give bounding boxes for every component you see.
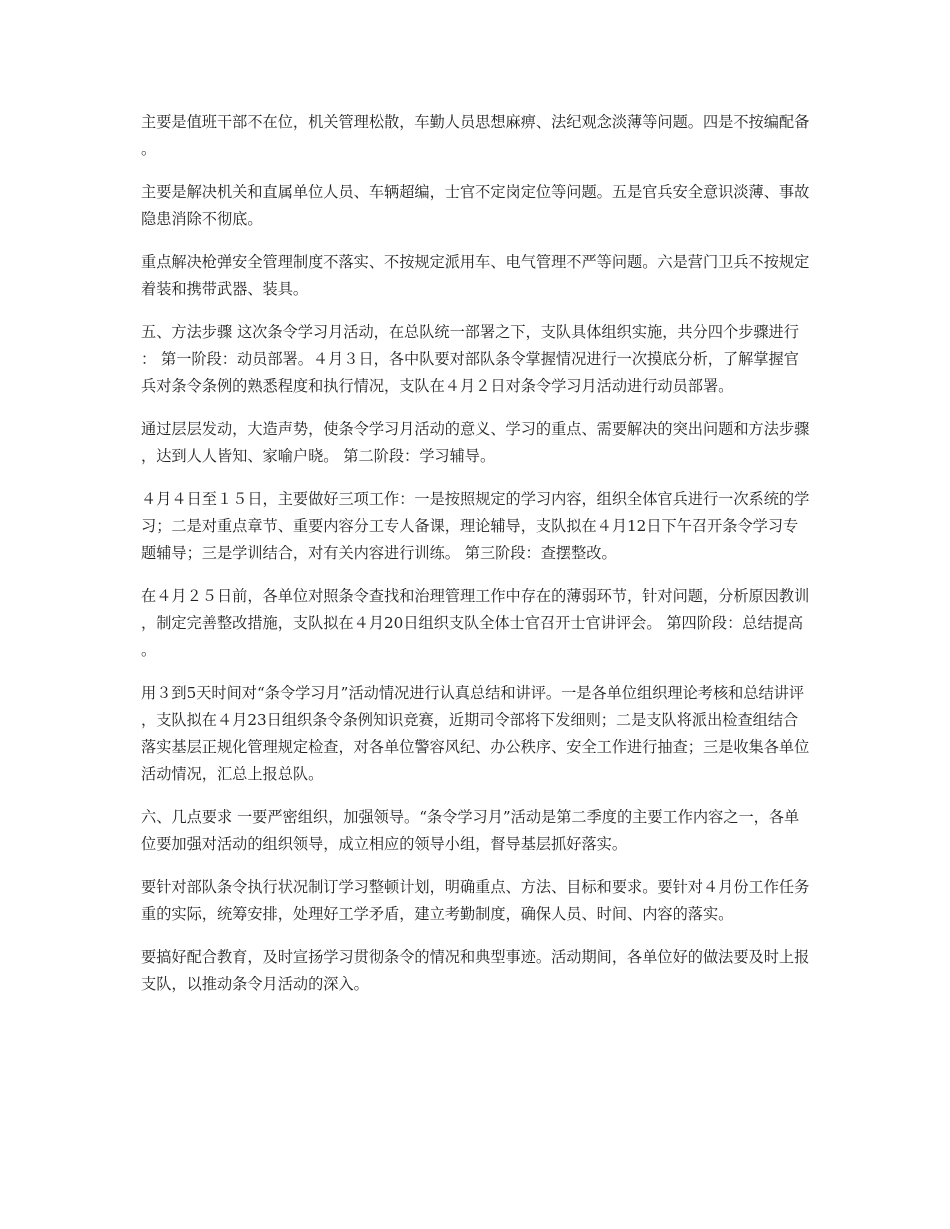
paragraph-8: 用３到5天时间对“条令学习月”活动情况进行认真总结和讲评。一是各单位组织理论考核和总结讲评，支队拟在４月23日组织条令条例知识竞赛，近期司令部将下发细则；二是支队将派出检查组结合落实基层正规化管理规定检查，对各单位警容风纪、办公秩序、安全工作进行抽查；三是收集各单位活动情况，汇总上报总队。 bbox=[141, 684, 810, 783]
paragraph-1: 主要是值班干部不在位，机关管理松散，车勤人员思想麻痹、法纪观念淡薄等问题。四是不按编配备。 bbox=[141, 113, 810, 158]
paragraph-9: 六、几点要求 一要严密组织，加强领导。“条令学习月”活动是第二季度的主要工作内容之一，各单位要加强对活动的组织领导，成立相应的领导小组，督导基层抓好落实。 bbox=[141, 808, 800, 853]
paragraph-4: 五、方法步骤 这次条令学习月活动，在总队统一部署之下，支队具体组织实施，共分四个步骤进行： 第一阶段：动员部署。４月３日，各中队要对部队条令掌握情况进行一次摸底分析，了解掌握官兵对条令条例的熟悉程度和执行情况，支队在４月２日对条令学习月活动进行动员部署。 bbox=[141, 323, 799, 395]
paragraph-6: ４月４日至１５日，主要做好三项工作：一是按照规定的学习内容，组织全体官兵进行一次系统的学习；二是对重点章节、重要内容分工专人备课，理论辅导，支队拟在４月12日下午召开条令学习专题辅导；三是学训结合，对有关内容进行训练。 第三阶段：查摆整改。 bbox=[141, 490, 810, 562]
paragraph-7: 在４月２５日前，各单位对照条令查找和治理管理工作中存在的薄弱环节，针对问题，分析原因教训，制定完善整改措施，支队拟在４月20日组织支队全体士官召开士官讲评会。 第四阶段：总结提高。 bbox=[141, 587, 810, 659]
paragraph-11: 要搞好配合教育，及时宣扬学习贯彻条令的情况和典型事迹。活动期间，各单位好的做法要及时上报支队，以推动条令月活动的深入。 bbox=[141, 948, 810, 993]
document-body bbox=[141, 109, 811, 1014]
paragraph-10: 要针对部队条令执行状况制订学习整顿计划，明确重点、方法、目标和要求。要针对４月份工作任务重的实际，统筹安排，处理好工学矛盾，建立考勤制度，确保人员、时间、内容的落实。 bbox=[141, 878, 810, 923]
paragraph-2: 主要是解决机关和直属单位人员、车辆超编，士官不定岗定位等问题。五是官兵安全意识淡薄、事故隐患消除不彻底。 bbox=[141, 183, 810, 228]
paragraph-3: 重点解决枪弹安全管理制度不落实、不按规定派用车、电气管理不严等问题。六是营门卫兵不按规定着装和携带武器、装具。 bbox=[141, 253, 810, 298]
paragraph-5: 通过层层发动，大造声势，使条令学习月活动的意义、学习的重点、需要解决的突出问题和方法步骤，达到人人皆知、家喻户晓。 第二阶段：学习辅导。 bbox=[141, 420, 810, 465]
